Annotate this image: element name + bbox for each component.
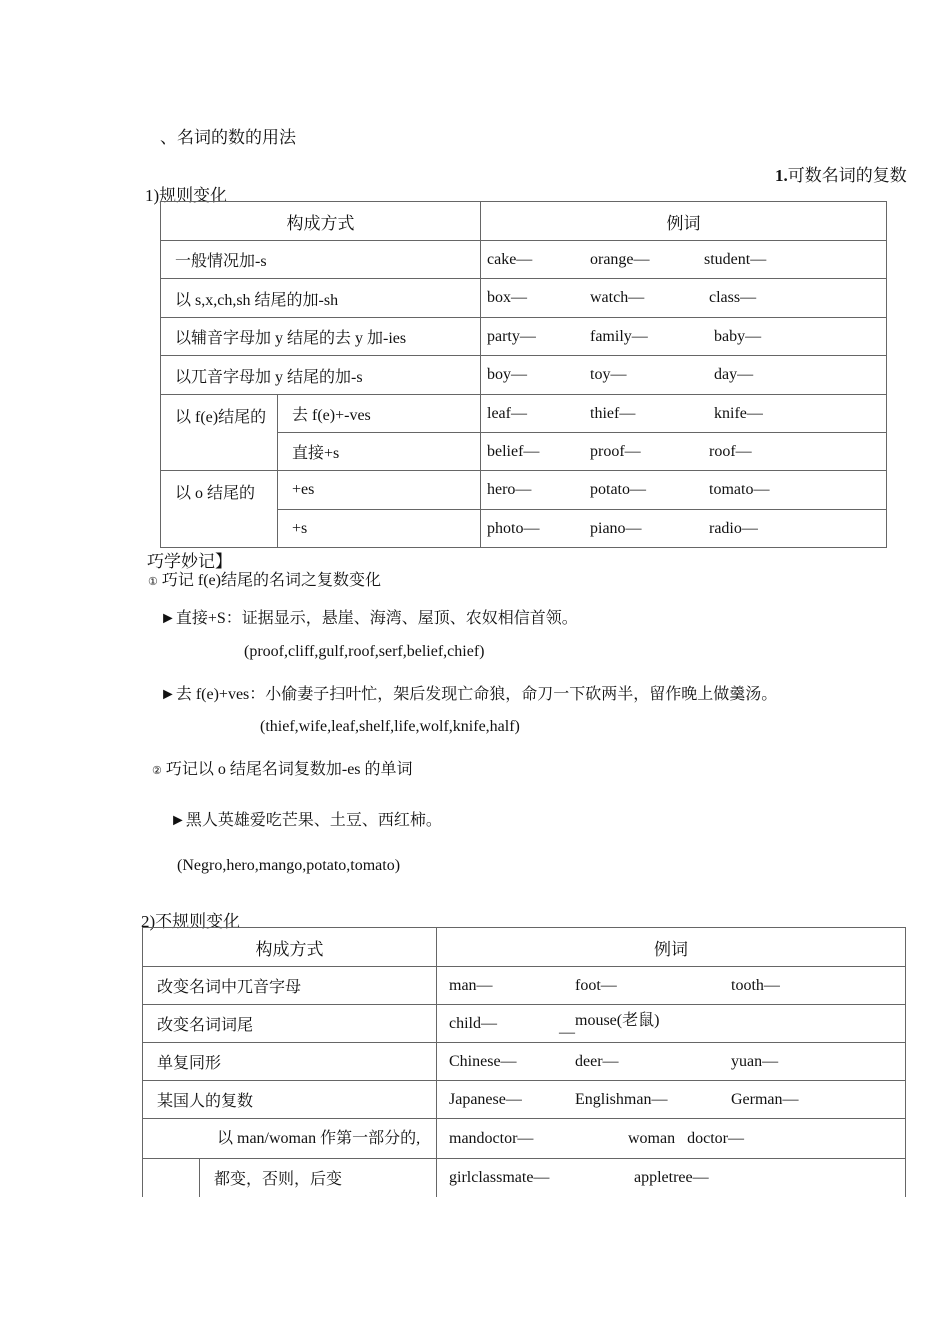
section-title <box>775 161 907 186</box>
example-word: family— <box>590 327 648 345</box>
example-word: hero— <box>487 481 532 498</box>
example-word: potato— <box>590 481 646 498</box>
rule-cell: 以 man/woman 作第一部分的, <box>143 1119 437 1159</box>
example-word: radio— <box>709 519 758 537</box>
rule-cell: 去 f(e)+-ves <box>278 395 481 433</box>
examples-cell <box>437 1005 906 1043</box>
example-word: Japanese— <box>449 1090 522 1108</box>
example-word: knife— <box>714 404 763 422</box>
example-word: proof— <box>590 442 641 460</box>
examples-cell <box>437 1159 906 1197</box>
example-word: deer— <box>575 1052 619 1070</box>
rule-cell: 改变名词词尾 <box>143 1005 437 1043</box>
tip1-words2: (thief,wife,leaf,shelf,life,wolf,knife,half) <box>260 718 520 735</box>
part2-label: 2)不规则变化 <box>141 912 241 931</box>
table-header-row <box>143 928 906 967</box>
table-row <box>143 1005 906 1043</box>
tip2-number: ② <box>152 765 162 777</box>
examples-cell <box>481 433 887 471</box>
tip1-heading <box>148 567 381 590</box>
table-row <box>161 395 887 433</box>
rule-cell: 一般情况加-s <box>161 241 481 279</box>
example-word: box— <box>487 289 527 306</box>
examples-cell <box>481 510 887 548</box>
examples-cell <box>481 471 887 510</box>
header-examples: 例词 <box>437 928 906 967</box>
header-method: 构成方式 <box>143 928 437 967</box>
example-word: piano— <box>590 519 642 537</box>
example-word: woman doctor— <box>628 1129 744 1147</box>
tip2-title: 巧记以 o 结尾名词复数加-es 的单词 <box>165 761 413 778</box>
examples-cell <box>437 1043 906 1081</box>
example-word: class— <box>709 289 757 306</box>
rule-cell: 直接+s <box>278 433 481 471</box>
table-row <box>143 967 906 1005</box>
examples-cell <box>481 356 887 395</box>
example-word: tomato— <box>709 481 770 498</box>
example-word: watch— <box>590 289 645 306</box>
example-word: photo— <box>487 519 540 537</box>
table-row <box>143 1159 906 1197</box>
page-heading: 、名词的数的用法 <box>160 128 296 147</box>
tip2-words: (Negro,hero,mango,potato,tomato) <box>177 857 401 874</box>
table-row <box>143 1119 906 1159</box>
example-word: roof— <box>709 442 752 460</box>
rule-cell: 都变，否则，后变 <box>200 1159 437 1197</box>
tip1-title: 巧记 f(e)结尾的名词之复数变化 <box>161 572 381 589</box>
tip1-line2: ►去 f(e)+ves：小偷妻子扫叶忙，架后发现亡命狼，命刀一下砍两半，留作晚上做羹汤。 <box>160 686 778 703</box>
example-word: child— <box>449 1014 497 1032</box>
header-examples: 例词 <box>481 202 887 241</box>
indent-cell <box>143 1159 200 1197</box>
tip2-line: ►黑人英雄爱吃芒果、土豆、西红柿。 <box>170 812 442 829</box>
rule-cell: 以 s,x,ch,sh 结尾的加-sh <box>161 279 481 318</box>
example-word: mandoctor— <box>449 1129 534 1147</box>
example-word: tooth— <box>731 976 780 994</box>
examples-cell <box>481 279 887 318</box>
examples-cell <box>481 241 887 279</box>
rule-cell: 单复同形 <box>143 1043 437 1081</box>
rule-cell: 改变名词中兀音字母 <box>143 967 437 1005</box>
table-row <box>161 356 887 395</box>
example-word: party— <box>487 327 536 345</box>
tip1-line1: ►直接+S：证据显示，悬崖、海湾、屋顶、农奴相信首领。 <box>160 610 578 627</box>
example-word: man— <box>449 976 493 994</box>
example-word: mouse(老鼠) <box>575 1012 660 1029</box>
example-word: Englishman— <box>575 1090 668 1108</box>
example-word: girlclassmate— <box>449 1168 550 1186</box>
example-word: baby— <box>714 327 762 345</box>
section-number: 1. <box>775 166 788 185</box>
irregular-plural-table <box>142 927 906 1197</box>
table-row <box>143 1043 906 1081</box>
example-word: toy— <box>590 366 627 383</box>
example-dash: — <box>559 1024 575 1041</box>
example-word: student— <box>704 250 767 268</box>
example-word: foot— <box>575 976 617 994</box>
example-word: appletree— <box>634 1168 709 1186</box>
rule-cell: +s <box>278 510 481 548</box>
rule-cell: +es <box>278 471 481 510</box>
table-row <box>161 279 887 318</box>
example-word: orange— <box>590 250 650 268</box>
example-word: German— <box>731 1090 799 1108</box>
rule-cell: 以辅音字母加 y 结尾的去 y 加-ies <box>161 318 481 356</box>
group-cell-fe: 以 f(e)结尾的 <box>161 395 278 471</box>
examples-cell <box>481 318 887 356</box>
table-row <box>161 318 887 356</box>
header-method: 构成方式 <box>161 202 481 241</box>
rule-cell: 某国人的复数 <box>143 1081 437 1119</box>
regular-plural-table <box>160 201 887 548</box>
tip1-words1: (proof,cliff,gulf,roof,serf,belief,chief) <box>244 643 485 660</box>
example-word: leaf— <box>487 404 527 422</box>
tips-title: 巧学妙记】 <box>147 552 232 571</box>
rule-cell: 以兀音字母加 y 结尾的加-s <box>161 356 481 395</box>
group-cell-o: 以 o 结尾的 <box>161 471 278 548</box>
table-header-row <box>161 202 887 241</box>
example-word: day— <box>714 366 754 383</box>
examples-cell <box>437 1081 906 1119</box>
tip1-number: ① <box>148 576 158 588</box>
examples-cell <box>437 967 906 1005</box>
example-word: Chinese— <box>449 1052 517 1070</box>
section-title-text: 可数名词的复数 <box>787 166 907 185</box>
tip2-heading <box>152 756 413 779</box>
example-word: boy— <box>487 366 527 383</box>
example-word: cake— <box>487 250 533 268</box>
examples-cell <box>481 395 887 433</box>
table-row <box>161 241 887 279</box>
example-word: thief— <box>590 404 636 422</box>
table-row <box>143 1081 906 1119</box>
examples-cell <box>437 1119 906 1159</box>
table-row <box>161 471 887 510</box>
example-word: belief— <box>487 442 540 460</box>
example-word: yuan— <box>731 1052 779 1070</box>
part1-label: 1)规则变化 <box>145 186 228 205</box>
